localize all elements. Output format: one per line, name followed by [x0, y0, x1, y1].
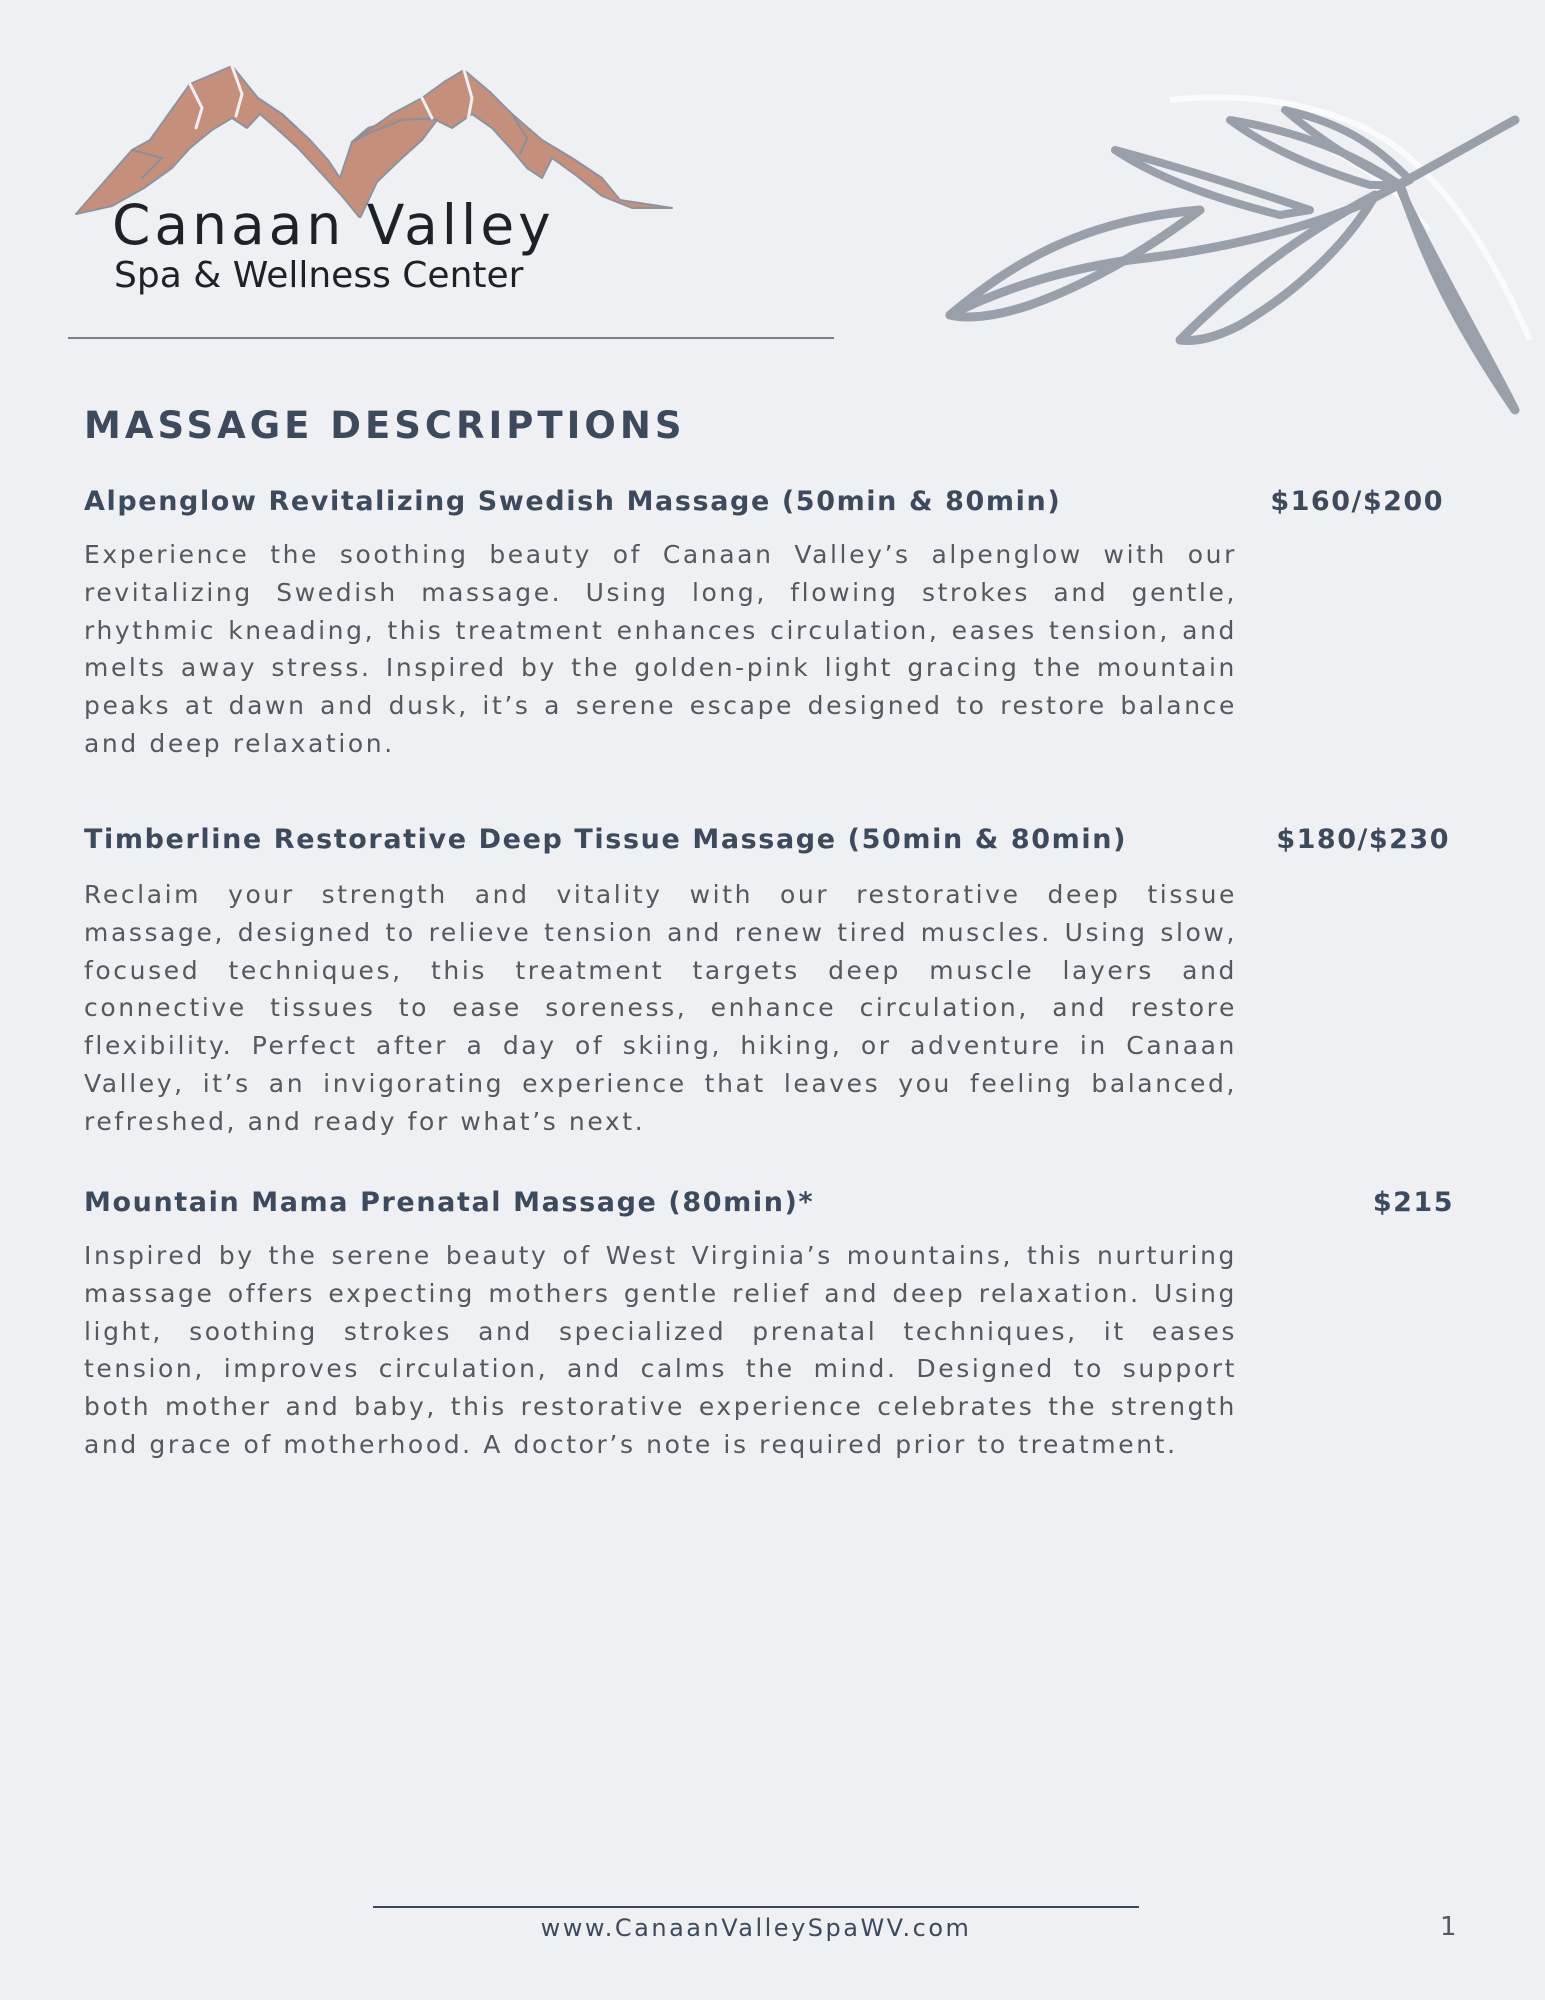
menu-item-name: Alpenglow Revitalizing Swedish Massage (50min & 80min) — [84, 486, 1062, 517]
menu-item — [84, 486, 1474, 766]
menu-item-price: $160/$200 — [1270, 486, 1444, 517]
website-link[interactable]: www.CanaanValleySpaWV.com — [540, 1914, 972, 1942]
section-title: MASSAGE DESCRIPTIONS — [84, 404, 686, 447]
menu-item — [84, 1187, 1474, 1507]
footer-divider — [373, 1906, 1139, 1908]
menu-item-description: Reclaim your strength and vitality with our restorative deep tissue massage, designed to relieve tension and renew tired muscles. Using slow, focused techniques, this treatment targets deep muscle layers and connective tissues to ease soreness, enhance circulation, and restore flexibility. Perfect after a day of skiing, hiking, or adventure in Canaan Valley, it’s an invigorating experience that leaves you feeling balanced, refreshed, and ready for what’s next. — [84, 880, 1237, 1136]
menu-item-description: Inspired by the serene beauty of West Virginia’s mountains, this nurturing massage offers expecting mothers gentle relief and deep relaxation. Using light, soothing strokes and specialized prenatal techniques, it eases tension, improves circulation, and calms the mind. Designed to support both mother and baby, this restorative experience celebrates the strength and grace of motherhood. A doctor’s note is required prior to treatment. — [84, 1241, 1237, 1459]
menu-item-description: Experience the soothing beauty of Canaan Valley’s alpenglow with our revitalizing Swedish massage. Using long, flowing strokes and gentle, rhythmic kneading, this treatment enhances circulation, eases tension, and melts away stress. Inspired by the golden-pink light gracing the mountain peaks at dawn and dusk, it’s a serene escape designed to restore balance and deep relaxation. — [84, 540, 1237, 758]
page-number: 1 — [1440, 1912, 1457, 1942]
menu-item-name: Timberline Restorative Deep Tissue Massage (50min & 80min) — [84, 824, 1128, 855]
menu-item-price: $215 — [1372, 1187, 1454, 1218]
leaf-branch-icon — [930, 90, 1545, 430]
header-divider — [68, 337, 834, 339]
logo — [72, 58, 692, 308]
menu-item — [84, 824, 1474, 1144]
logo-title: Canaan Valley — [112, 193, 555, 257]
menu-item-name: Mountain Mama Prenatal Massage (80min)* — [84, 1187, 815, 1218]
menu-item-price: $180/$230 — [1276, 824, 1450, 855]
logo-subtitle: Spa & Wellness Center — [114, 255, 524, 296]
